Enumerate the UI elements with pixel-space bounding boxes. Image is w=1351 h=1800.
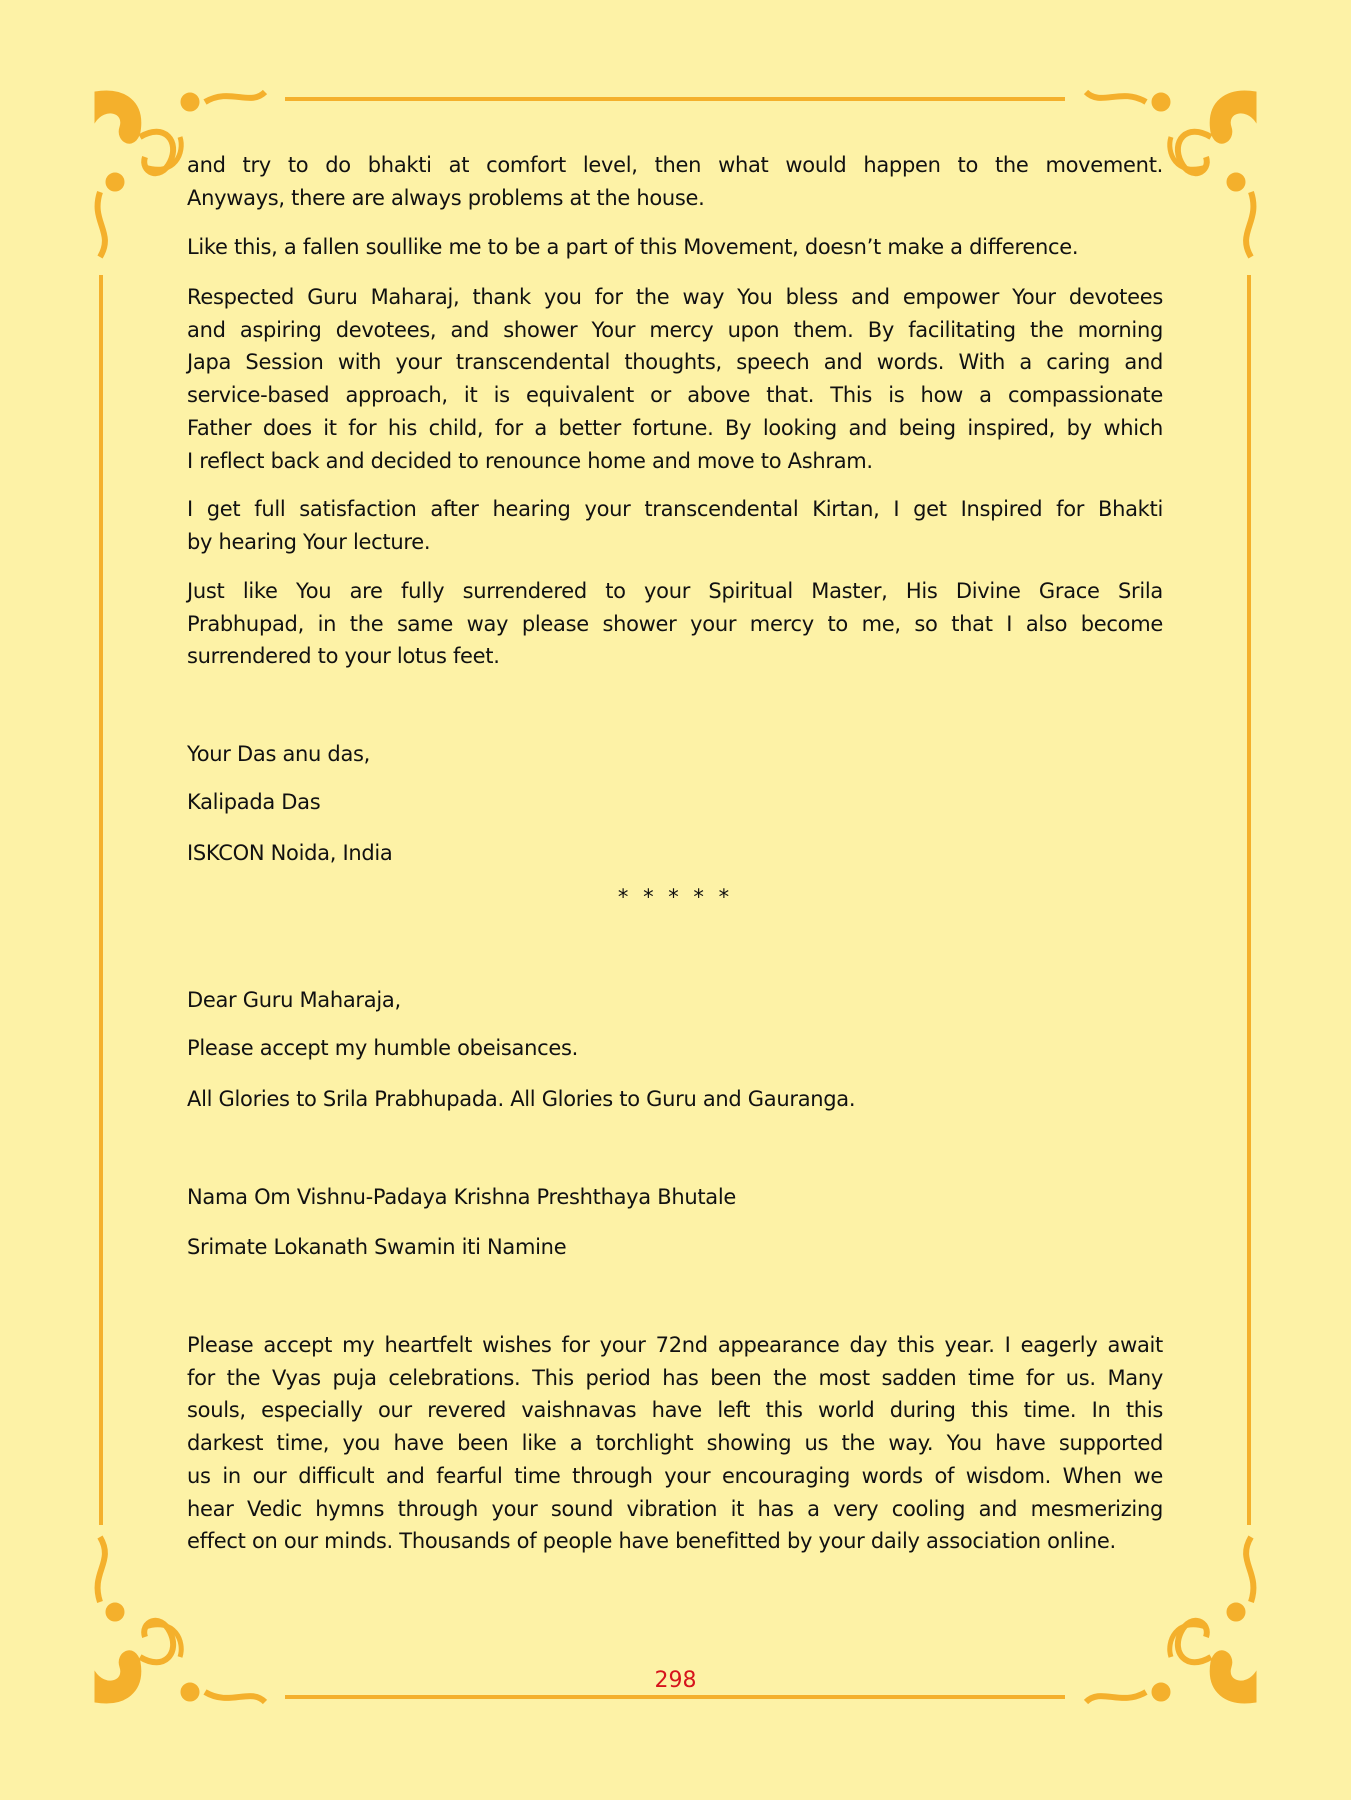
paragraph xyxy=(187,149,1163,214)
section-separator: * * * * * xyxy=(617,885,734,909)
page-number: 298 xyxy=(654,1668,697,1693)
text-line: I get full satisfaction after hearing your transcendental Kirtan, I get Inspired for Bhakti xyxy=(187,497,1163,521)
text-line: service-based approach, it is equivalent or above that. This is how a compassionate xyxy=(187,383,1163,408)
text-line: surrendered to your lotus feet. xyxy=(187,644,500,669)
text-line: by hearing Your lecture. xyxy=(187,529,431,554)
paragraph xyxy=(187,493,1163,558)
text-line: Your Das anu das, xyxy=(187,742,371,766)
frame-top-line xyxy=(285,97,1065,101)
paragraph xyxy=(187,1329,1163,1558)
signature-name xyxy=(187,786,1163,819)
text-line: for the Vyas puja celebrations. This period has been the most sadden time for us. Many xyxy=(187,1365,1163,1390)
prayer-line xyxy=(187,1181,1163,1214)
text-line: hear Vedic hymns through your sound vibration it has a very cooling and mesmerizing xyxy=(187,1496,1163,1521)
text-line: All Glories to Srila Prabhupada. All Glories to Guru and Gauranga. xyxy=(187,1087,856,1111)
text-line: Japa Session with your transcendental thoughts, speech and words. With a caring and xyxy=(187,350,1163,375)
text-line: Dear Guru Maharaja, xyxy=(187,988,401,1012)
text-line: and aspiring devotees, and shower Your mercy upon them. By facilitating the morning xyxy=(187,317,1163,342)
text-line: souls, especially our revered vaishnavas have left this world during this time. In this xyxy=(187,1398,1163,1423)
paragraph xyxy=(187,1032,1163,1065)
text-line: Just like You are fully surrendered to your Spiritual Master, His Divine Grace Srila xyxy=(187,579,1163,603)
text-line: I reflect back and decided to renounce home and move to Ashram. xyxy=(187,448,873,473)
text-line: Father does it for his child, for a better fortune. By looking and being inspired, by which xyxy=(187,415,1163,440)
frame-bottom-line xyxy=(285,1695,1065,1699)
text-line: Kalipada Das xyxy=(187,790,321,814)
text-line: effect on our minds. Thousands of people have benefitted by your daily association online. xyxy=(187,1529,1116,1554)
text-line: Respected Guru Maharaj, thank you for the way You bless and empower Your devotees xyxy=(187,285,1163,309)
text-line: Srimate Lokanath Swamin iti Namine xyxy=(187,1235,567,1259)
paragraph xyxy=(187,281,1163,477)
text-line: Anyways, there are always problems at the house. xyxy=(187,185,705,210)
text-line: Please accept my humble obeisances. xyxy=(187,1036,578,1060)
salutation xyxy=(187,984,1163,1017)
text-line: Please accept my heartfelt wishes for your 72nd appearance day this year. I eagerly await xyxy=(187,1333,1163,1357)
text-line: darkest time, you have been like a torchlight showing us the way. You have supported xyxy=(187,1431,1163,1456)
paragraph xyxy=(187,1083,1163,1116)
signature-location xyxy=(187,837,1163,870)
text-line: ISKCON Noida, India xyxy=(187,841,393,865)
text-line: and try to do bhakti at comfort level, then what would happen to the movement. xyxy=(187,153,1163,177)
text-line: Prabhupad, in the same way please shower your mercy to me, so that I also become xyxy=(187,611,1163,636)
paragraph xyxy=(187,231,1163,264)
signoff xyxy=(187,738,1163,771)
paragraph xyxy=(187,575,1163,673)
text-line: Nama Om Vishnu-Padaya Krishna Preshthaya Bhutale xyxy=(187,1185,737,1209)
prayer-line xyxy=(187,1231,1163,1264)
text-line: us in our difficult and fearful time through your encouraging words of wisdom. When we xyxy=(187,1463,1163,1488)
text-line: Like this, a fallen soullike me to be a part of this Movement, doesn’t make a difference. xyxy=(187,235,1079,259)
